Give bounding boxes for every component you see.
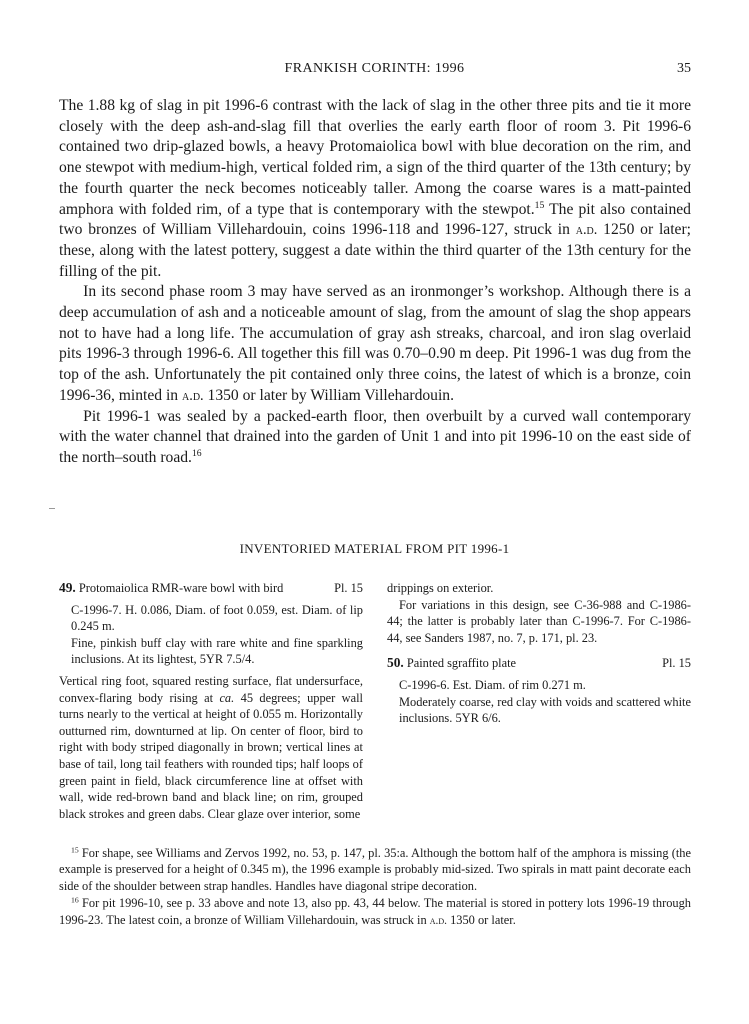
paragraph-2 (59, 282, 691, 406)
p2-text-a: In its second phase room 3 may have served as an ironmonger’s workshop. Although there is a deep accumulation of ash and a noticeable amount of slag, from the amount of slag the shop appears not to have had a long life. The accumulation of gray ash streaks, charcoal, and iron slag overlaid pits 1996-3 through 1996-6. All together this fill was 0.70–0.90 m deep. Pit 1996-1 was dug from the top of the ash. Unfortunately the pit contained only three coins, the latest of which is a bronze, coin 1996-36, minted in (59, 283, 691, 404)
p1-text-b: The pit also contained two bronzes of William Villehardouin, coins 1996-118 and 1996-127, struck in (59, 200, 691, 239)
footnotes (59, 845, 691, 930)
entry-49-title-wrap (59, 580, 283, 597)
running-title: FRANKISH CORINTH: 1996 (284, 61, 465, 76)
entry-50-number: 50. (387, 655, 404, 671)
p2-ad-abbrev: a.d. (182, 387, 204, 404)
catalog-column-right (387, 580, 691, 727)
paragraph-3 (59, 407, 691, 469)
section-heading: INVENTORIED MATERIAL FROM PIT 1996-1 (239, 541, 510, 556)
entry-50-plate-ref: Pl. 15 (662, 656, 691, 671)
footnote-16 (59, 895, 691, 929)
entry-49-title: Protomaiolica RMR-ware bowl with bird (78, 581, 284, 595)
entry-49-desc-b: 45 degrees; upper wall turns nearly to the vertical at height of 0.055 m. Horizontally outturned rim, downturned at lip. On center of floor, bird to right with body striped diagonally in brown; vertical lines at base of tail, long tail feathers with rounded tips; half loops of green paint in field, black circumference line at offset with wall, wide red-brown band and black line; on rim, grouped black strokes and green dabs. Clear glaze over interior, some (59, 690, 363, 821)
entry-50-heading (387, 655, 691, 672)
p2-text-b: 1350 or later by William Villehardouin. (203, 386, 454, 404)
footnote-15-text: For shape, see Williams and Zervos 1992, no. 53, p. 147, pl. 35:a. Although the bottom half of the amphora is missing (the example is preserved for a height of 0.345 m), the 1996 example is probably mid-sized. Two spirals in matt paint decorate each side of the shoulder between strap handles. Handles have diagonal stripe decoration. (59, 846, 691, 893)
entry-50-fabric: Moderately coarse, red clay with voids and scattered white inclusions. 5YR 6/6. (399, 694, 691, 726)
entry-49-fabric: Fine, pinkish buff clay with rare white and fine sparkling inclusions. At its lightest, 5YR 7.5/4. (71, 635, 363, 667)
entry-49-number: 49. (59, 580, 76, 595)
entry-49-heading (59, 580, 363, 597)
footnote-15 (59, 845, 691, 894)
entry-50-inventory: C-1996-6. Est. Diam. of rim 0.271 m. (399, 677, 586, 692)
p1-ad-abbrev: a.d. (575, 222, 598, 239)
entry-49-description (59, 673, 363, 822)
p1-text-c: 1250 or later; these, along with the latest pottery, suggest a date within the third quarter of the 13th century for the filling of the pit. (59, 221, 691, 280)
footnote-15-mark: 15 (71, 845, 79, 855)
running-header (0, 61, 749, 81)
page-number: 35 (677, 61, 691, 76)
entry-49-variations: For variations in this design, see C-36-988 and C-1986-44; the latter is probably later than C-1996-7. For C-1986-44, see Sanders 1987, no. 7, p. 171, pl. 23. (387, 597, 691, 645)
footnote-16-mark: 16 (71, 895, 79, 905)
entry-50-title: Painted sgraffito plate (403, 656, 517, 671)
main-text (59, 96, 691, 469)
footnote-16-text-a: For pit 1996-10, see p. 33 above and note 13, also pp. 43, 44 below. The material is stored in pottery lots 1996-19 through 1996-23. The latest coin, a bronze of William Villehardouin, was struck in (59, 896, 691, 927)
p1-text-a: The 1.88 kg of slag in pit 1996-6 contrast with the lack of slag in the other three pits and tie it more closely with the deep ash-and-slag fill that overlies the early earth floor of room 3. Pit 1996-6 contained two drip-glazed bowls, a heavy Protomaiolica bowl with blue decoration on the rim, and one stewpot with medium-high, vertical folded rim, a sign of the third quarter of the 13th century; by the fourth quarter the neck becomes noticeably taller. Among the coarse wares is a matt-painted amphora with folded rim, of a type that is contemporary with the stewpot. (59, 97, 691, 218)
paragraph-1 (59, 96, 691, 282)
catalog-column-left (59, 580, 363, 833)
entry-49-desc-a: Vertical ring foot, squared resting surface, flat undersurface, convex-flaring body rising at (59, 673, 363, 705)
stray-mark (49, 508, 55, 509)
footnote-16-text-b: 1350 or later. (447, 912, 516, 927)
entry-49-inventory: C-1996-7. H. 0.086, Diam. of foot 0.059, est. Diam. of lip 0.245 m. (71, 602, 363, 634)
entry-49-plate-ref: Pl. 15 (334, 581, 363, 595)
footnote-ref-15[interactable]: 15 (534, 199, 545, 211)
entry-49-description-continued: drippings on exterior. (387, 581, 494, 595)
footnote-ref-16[interactable]: 16 (191, 448, 202, 460)
entry-49-desc-ca: ca. (219, 690, 235, 705)
entry-50-title-wrap (387, 655, 516, 672)
footnote-16-ad: a.d. (429, 914, 447, 927)
p3-text-a: Pit 1996-1 was sealed by a packed-earth floor, then overbuilt by a curved wall contemporary with the water channel that drained into the garden of Unit 1 and into pit 1996-10 on the east side of the north–south road. (59, 407, 691, 466)
